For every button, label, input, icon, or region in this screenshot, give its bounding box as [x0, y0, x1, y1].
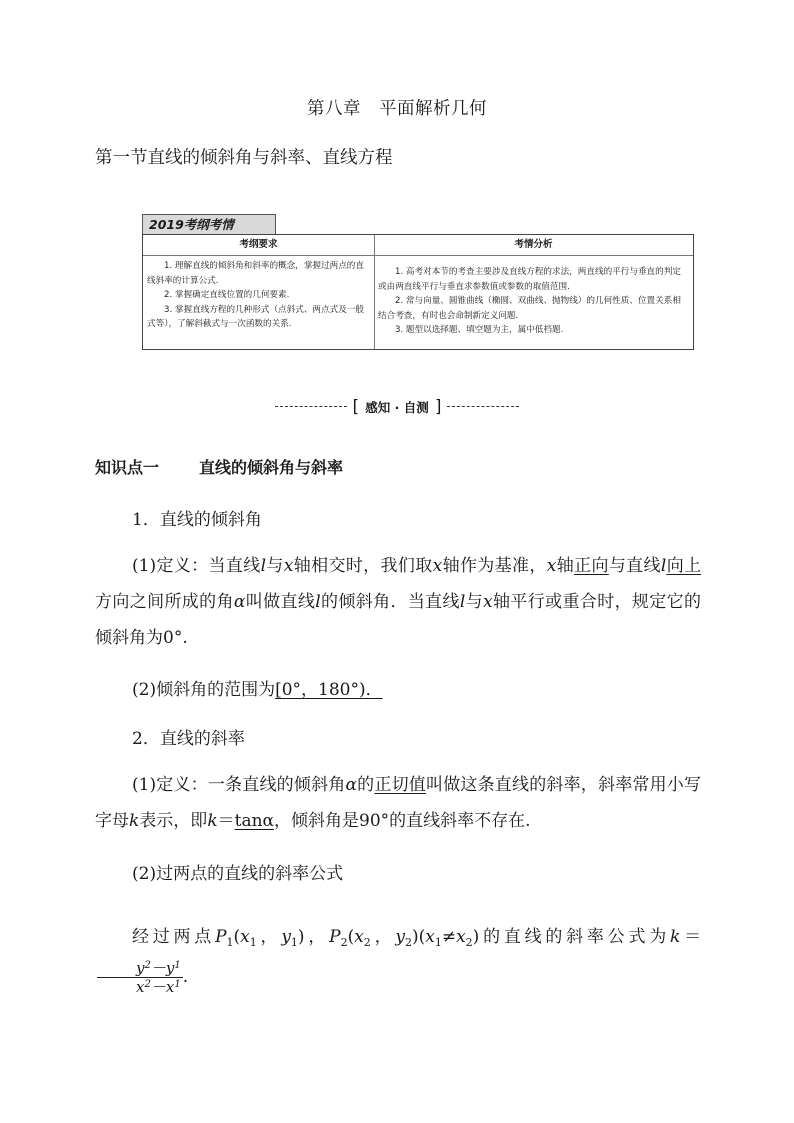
exam-requirements-column: [143, 235, 375, 349]
banner-dash-right: [447, 406, 519, 407]
analysis-item: 3. 题型以选择题、填空题为主，属中低档题.: [395, 325, 564, 335]
exam-table: [142, 234, 694, 350]
exam-requirements-header: 考纲要求: [143, 235, 374, 256]
s2-definition: (1)定义：一条直线的倾斜角α的正切值叫做这条直线的斜率，斜率常用小写字母k表示，即k＝tanα，倾斜角是90°的直线斜率不存在.: [95, 775, 702, 831]
banner-bracket-close: ]: [434, 396, 442, 417]
section-banner: [0, 396, 794, 416]
requirement-item: 3. 掌握直线方程的几种形式（点斜式、两点式及一般式等），了解斜截式与一次函数的关系.: [147, 304, 364, 329]
knowledge-point-title: [95, 455, 343, 478]
slope-formula: 经过两点$P_1(x_1$，$y_1$)，$P_2(x_2$，$y_2)(x_1\ne x_2)$的直线的斜率公式为k＝ $\frac{y^2-y^1}{x^2-x^1}$ .: [95, 917, 701, 997]
fraction-denominator: $x^2-x^1$: [136, 978, 181, 996]
underlined-answer: 正切值: [374, 775, 426, 795]
banner-text: 感知 · 自测: [365, 399, 429, 415]
underlined-answer: 正向: [574, 556, 609, 576]
analysis-item: 1. 高考对本节的考查主要涉及直线方程的求法，两直线的平行与垂直的判定或由两直线平行与垂直求参数值或参数的取值范围.: [378, 267, 681, 292]
exam-analysis-column: [374, 235, 693, 349]
s2-heading: 2．直线的斜率: [132, 729, 245, 749]
underlined-answer: tanα: [234, 811, 275, 831]
section-title: 第一节直线的倾斜角与斜率、直线方程: [95, 148, 393, 168]
knowledge-point-heading: 直线的倾斜角与斜率: [199, 458, 344, 477]
analysis-item: 2. 常与向量、圆锥曲线（椭圆、双曲线、抛物线）的几何性质、位置关系相结合考查，有时也会命制新定义问题.: [378, 296, 681, 321]
requirement-item: 2. 掌握确定直线位置的几何要素.: [164, 290, 290, 300]
formula-heading: (2)过两点的直线的斜率公式: [132, 864, 344, 884]
underlined-answer: 向上: [666, 556, 702, 576]
chapter-title: 第八章 平面解析几何: [307, 99, 487, 119]
fraction-numerator: $y^2-y^1$: [97, 959, 183, 978]
s1-definition: (1)定义：当直线l与x轴相交时，我们取x轴作为基准，x轴正向与直线l向上方向之间所成的角α叫做直线l的倾斜角．当直线l与x轴平行或重合时，规定它的倾斜角为0°.: [95, 556, 702, 648]
requirement-item: 1. 理解直线的倾斜角和斜率的概念，掌握过两点的直线斜率的计算公式.: [147, 261, 364, 286]
banner-dash-left: [275, 406, 347, 407]
exam-analysis-header: 考情分析: [374, 235, 693, 256]
exam-box-label: 2019考纲考情: [142, 214, 276, 234]
underlined-answer: [0°，180°)．: [275, 680, 383, 700]
knowledge-point-label: 知识点一: [95, 458, 160, 477]
banner-bracket-open: [: [352, 396, 360, 417]
s1-range: (2)倾斜角的范围为[0°，180°)．: [132, 680, 383, 700]
slope-fraction: [97, 959, 183, 996]
s1-heading: 1．直线的倾斜角: [132, 510, 262, 530]
